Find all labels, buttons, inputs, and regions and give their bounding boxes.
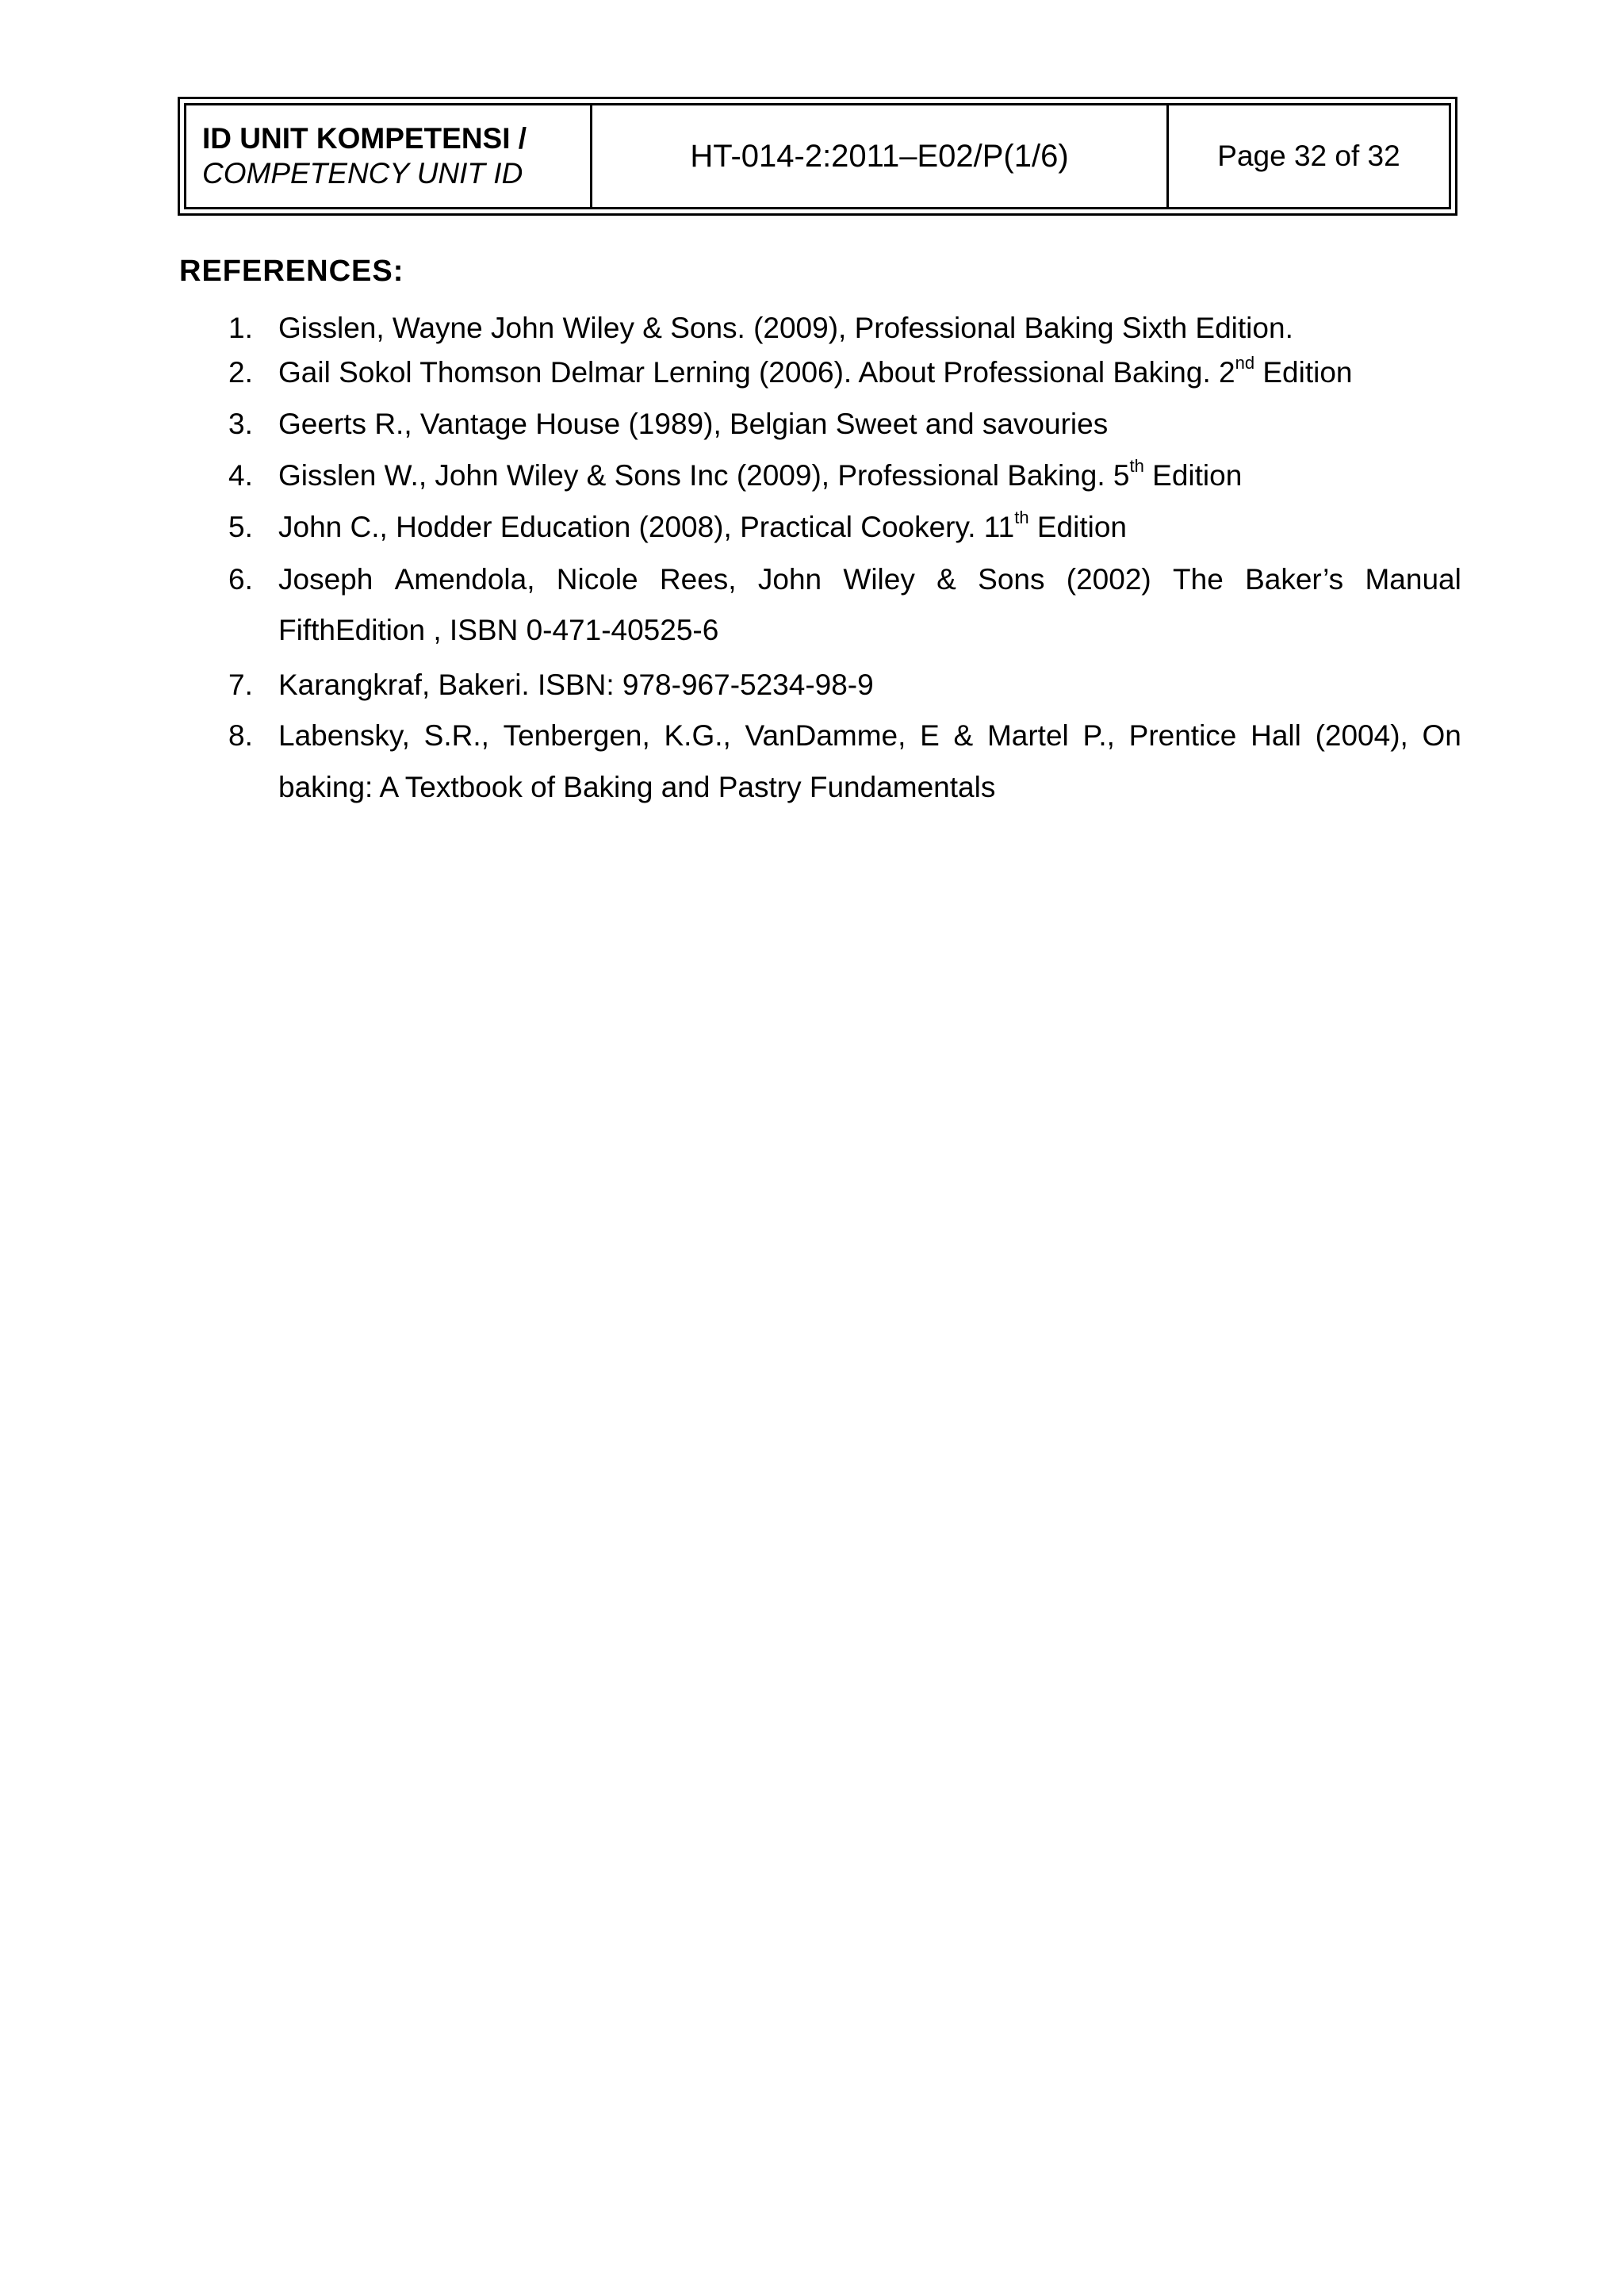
reference-number: 3. [228,408,253,440]
unit-id-cell [186,105,590,207]
reference-word: Hall [1251,719,1301,752]
reference-word: On [1422,719,1461,752]
unit-id-label: ID UNIT KOMPETENSI / [202,122,527,155]
ordinal-suffix: th [1014,507,1029,527]
reference-word: Amendola, [394,563,535,596]
reference-text-line-1 [278,718,1461,754]
reference-number: 1. [228,312,253,344]
header-table [178,97,1457,216]
references-heading: REFERENCES: [179,255,404,288]
reference-text [278,455,1461,494]
reference-word: Martel [986,719,1069,752]
unit-code: HT-014-2:2011–E02/P(1/6) [690,139,1069,174]
reference-text: Gisslen, Wayne John Wiley & Sons. (2009), Professional Baking Sixth Edition. [278,312,1293,344]
reference-number: 5. [228,511,253,543]
page-number: Page 32 of 32 [1217,140,1400,172]
reference-word: E [920,719,940,752]
reference-number: 6. [228,563,253,596]
reference-number: 4. [228,459,253,492]
reference-text [278,509,1461,546]
unit-code-cell [590,105,1166,207]
reference-text-main: John C., Hodder Education (2008), Practical Cookery. 11 [278,511,1015,543]
reference-word: John [757,563,822,596]
reference-word: (2004), [1315,719,1408,752]
reference-word: S.R., [423,719,489,752]
reference-text-tail: Edition [1254,356,1353,389]
reference-word: The [1173,563,1224,596]
reference-number: 2. [228,356,253,389]
reference-text: Karangkraf, Bakeri. ISBN: 978-967-5234-98-9 [278,669,874,701]
header-table-inner [184,103,1451,209]
ordinal-suffix: nd [1235,352,1255,373]
reference-text-main: Gail Sokol Thomson Delmar Lerning (2006). About Professional Baking. 2 [278,356,1235,389]
reference-text-tail: Edition [1143,459,1243,492]
reference-word: Sons [978,563,1045,596]
unit-id-label-english: COMPETENCY UNIT ID [202,157,523,190]
reference-text-main: Gisslen W., John Wiley & Sons Inc (2009), Professional Baking. 5 [278,459,1130,492]
reference-text-line-2: baking: A Textbook of Baking and Pastry Fundamentals [278,771,996,803]
reference-word: & [936,563,956,596]
reference-word: & [953,719,974,752]
reference-word: Baker’s [1245,563,1344,596]
reference-text-tail: Edition [1028,511,1127,543]
reference-word: Wiley [843,563,915,596]
reference-word: P., [1082,719,1115,752]
reference-word: Rees, [659,563,737,596]
reference-word: Tenbergen, [503,719,650,752]
reference-word: Labensky, [278,719,410,752]
reference-word: Prentice [1128,719,1237,752]
reference-text [278,354,1461,391]
reference-word: (2002) [1066,563,1151,596]
reference-word: Manual [1365,563,1461,596]
reference-text-line-2: FifthEdition , ISBN 0-471-40525-6 [278,614,719,646]
page-info-cell [1166,105,1449,207]
ordinal-suffix: th [1129,455,1144,476]
reference-text-line-1 [278,561,1461,598]
reference-word: K.G., [664,719,731,752]
reference-word: Joseph [278,563,373,596]
reference-text: Geerts R., Vantage House (1989), Belgian Sweet and savouries [278,408,1109,440]
reference-number: 7. [228,669,253,701]
reference-number: 8. [228,719,253,752]
reference-word: VanDamme, [745,719,906,752]
reference-word: Nicole [556,563,638,596]
